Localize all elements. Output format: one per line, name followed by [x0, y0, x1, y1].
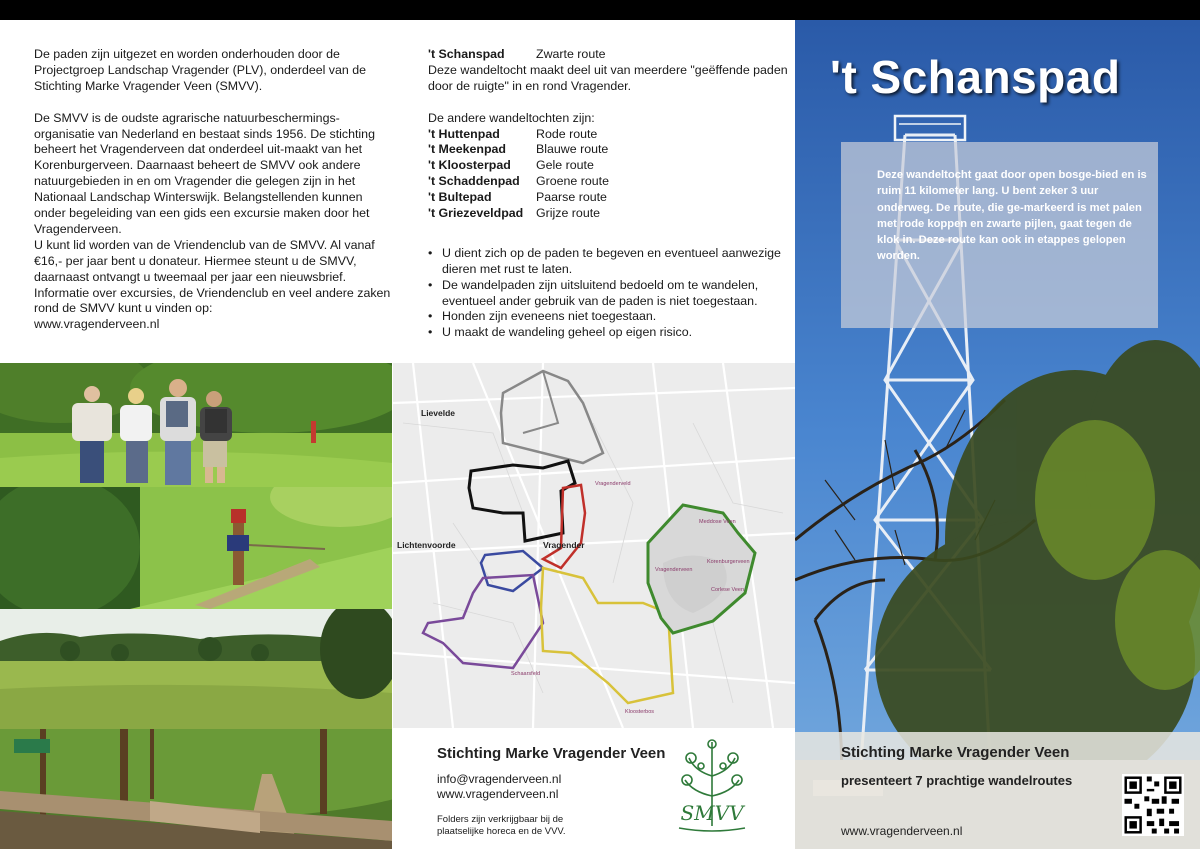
intro-paragraph-3: U kunt lid worden van de Vriendenclub van de SMVV. Al vanaf €16,- per jaar bent u donateur. Hiermee steunt u de SMVV, daarnaast ontvangt u tweemaal per jaar een nieuwsbrief. [34, 237, 375, 284]
rule-item: • Honden zijn eveneens niet toegestaan. [428, 309, 788, 325]
route-name: 't Bultepad [428, 190, 492, 205]
route-row [428, 158, 788, 174]
cover-panel [795, 20, 1200, 849]
smvv-logo-text: SMVV [680, 801, 744, 825]
rules-list [428, 246, 788, 341]
photo-meadow [0, 609, 392, 729]
map-small-label: Vragenderveen [655, 567, 693, 573]
map-label-lievelde: Lievelde [421, 408, 456, 418]
contact-block [393, 728, 795, 849]
main-route-color: Zwarte route [536, 47, 606, 61]
folder-note: Folders zijn verkrijgbaar bij de plaatselijke horeca en de VVV. [437, 814, 566, 837]
intro-website-link[interactable]: www.vragenderveen.nl [34, 317, 160, 332]
cover-description: Deze wandeltocht gaat door open bosge-bied en is ruim 11 kilometer lang. U bent zeker 3 uur onderweg. De route, die ge-markeerd is met palen met rode koppen en zwarte pijlen, gaat tegen de klok in. Deze route kan ook in etappes gelopen worden. [877, 169, 1147, 263]
cover-description-box [841, 142, 1158, 328]
contact-email-link[interactable]: info@vragenderveen.nl [437, 772, 562, 786]
photo-marker-post [0, 487, 392, 609]
intro-text-column [34, 47, 396, 333]
top-black-bar [0, 0, 1200, 20]
intro-paragraph-2: De SMVV is de oudste agrarische natuurbeschermings-organisatie van Nederland en bestaat sinds 1956. De stichting beheert het Vragenderveen dat onderdeel uit-maakt van het Korenburgerveen. Daarnaast beheert de SMVV ook andere natuurgebieden in en om Vragender die gelegen zijn in het Nationaal Landschap Winterswijk. Belangstellenden kunnen onder begeleiding van een gids een excursie maken door het Vragenderveen. [34, 110, 375, 236]
rule-item: • De wandelpaden zijn uitsluitend bedoeld om te wandelen, eventueel ander gebruik van de paden is niet toegestaan. [428, 278, 788, 310]
contact-org-name: Stichting Marke Vragender Veen [437, 745, 666, 762]
map-small-label: Kloosterbos [625, 709, 655, 715]
route-row [428, 206, 788, 222]
route-name: 't Meekenpad [428, 142, 506, 157]
route-color: Gele route [536, 158, 594, 173]
qr-code-icon[interactable] [1122, 774, 1184, 836]
map-small-label: Corlese Veen [711, 587, 745, 593]
smvv-logo [675, 736, 749, 844]
main-route-description: Deze wandeltocht maakt deel uit van meerdere "geëffende paden door de ruigte" in en rond Vragender. [428, 62, 788, 93]
routes-text-column [428, 47, 788, 341]
map-small-label: Korenburgerveen [707, 559, 750, 565]
route-row [428, 190, 788, 206]
rule-item: • U dient zich op de paden te begeven en eventueel aanwezige dieren met rust te laten. [428, 246, 788, 278]
photo-forest-path [0, 729, 392, 849]
contact-details [437, 772, 561, 802]
route-row [428, 142, 788, 158]
main-route-name: 't Schanspad [428, 47, 505, 61]
route-name: 't Schaddenpad [428, 174, 520, 189]
cover-title: 't Schanspad [830, 51, 1121, 103]
map-small-label: Meddose Veen [699, 519, 736, 525]
route-map[interactable] [393, 363, 795, 728]
cover-website-link[interactable]: www.vragenderveen.nl [841, 824, 963, 838]
route-color: Grijze route [536, 206, 601, 221]
map-small-label: Schaarsfeld [511, 671, 541, 677]
route-row [428, 127, 788, 143]
photo-walkers [0, 363, 392, 487]
map-label-vragender: Vragender [543, 540, 585, 550]
cover-subtitle: presenteert 7 prachtige wandelroutes [841, 773, 1073, 788]
map-label-lichtenvoorde: Lichtenvoorde [397, 540, 456, 550]
route-row [428, 174, 788, 190]
cover-footer [795, 732, 1200, 849]
route-color: Blauwe route [536, 142, 609, 157]
intro-paragraph-1: De paden zijn uitgezet en worden onderhouden door de Projectgroep Landschap Vragender (PLV), onderdeel van de Stichting Marke Vragender Veen (SMVV). [34, 47, 367, 93]
route-color: Paarse route [536, 190, 607, 205]
rule-item: • U maakt de wandeling geheel op eigen risico. [428, 325, 788, 341]
main-route-row [428, 47, 788, 63]
intro-paragraph-4: Informatie over excursies, de Vriendenclub en veel andere zaken rond de SMVV kunt u vinden op: [34, 285, 391, 316]
route-name: 't Huttenpad [428, 126, 500, 141]
other-routes-intro: De andere wandeltochten zijn: [428, 110, 595, 125]
route-name: 't Griezeveldpad [428, 206, 524, 221]
route-color: Rode route [536, 126, 598, 141]
map-small-label: Vragenderveld [595, 481, 631, 487]
route-name: 't Kloosterpad [428, 158, 511, 173]
route-color: Groene route [536, 174, 610, 189]
cover-org-name: Stichting Marke Vragender Veen [841, 744, 1070, 761]
contact-website-link[interactable]: www.vragenderveen.nl [437, 787, 559, 801]
